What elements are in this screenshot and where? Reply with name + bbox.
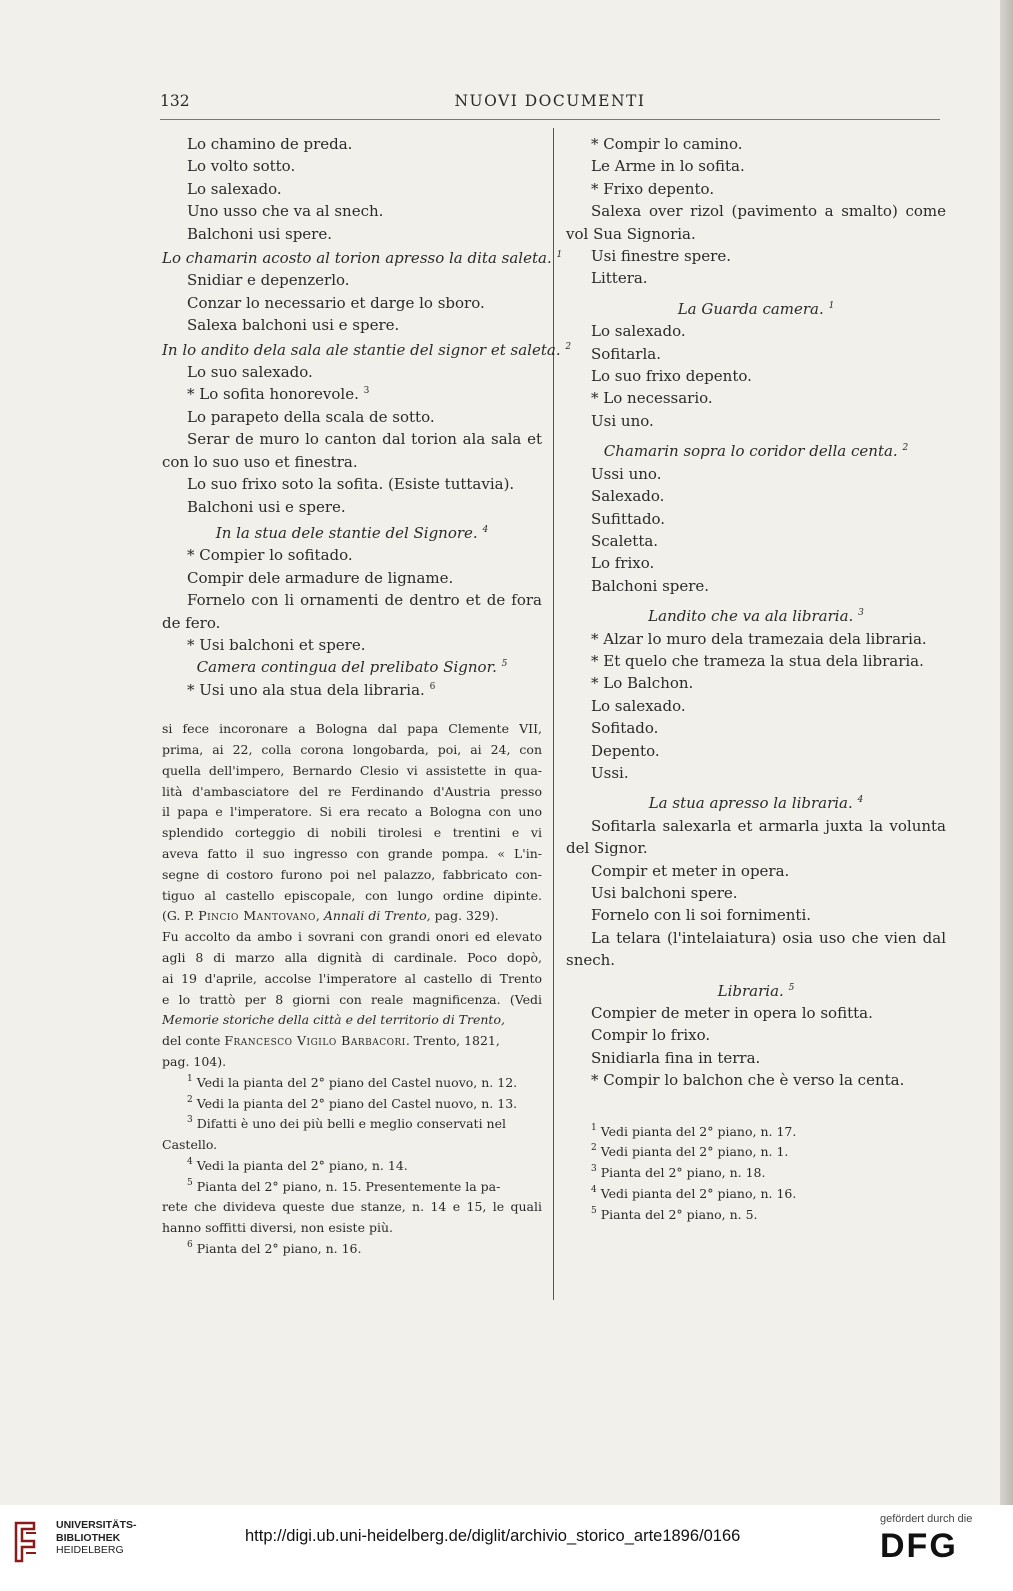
- text-line: Balchoni spere.: [591, 576, 710, 595]
- text-line: Ussi uno.: [591, 464, 662, 483]
- text-line: Sofitarla.: [591, 344, 661, 363]
- footnote-block: [566, 1122, 946, 1226]
- header-rule: [160, 119, 940, 120]
- text-line: Compier de meter in opera lo sofitta.: [591, 1004, 873, 1023]
- footnote-block: [162, 719, 542, 1260]
- footnote-line: aveva fatto il suo ingresso con grande pompa. « L'in-: [162, 845, 542, 861]
- text-line: Fornelo con li soi fornimenti.: [591, 906, 812, 925]
- university-logo-icon: [12, 1521, 38, 1563]
- text-line: * Compir lo camino.: [591, 135, 743, 153]
- text-line: Scaletta.: [591, 531, 659, 550]
- text-line: * Usi balchoni et spere.: [187, 635, 366, 654]
- section-heading: In lo andito dela sala ale stantie del signor et saleta. $^2$: [162, 340, 572, 359]
- source-url-link[interactable]: http://digi.ub.uni-heidelberg.de/diglit/archivio_storico_arte1896/0166: [245, 1527, 741, 1545]
- funding-notice: [880, 1513, 1005, 1566]
- text-line: Lo salexado.: [591, 322, 686, 341]
- footnote-line: lità d'ambasciatore del re Ferdinando d'Austria presso: [162, 783, 542, 799]
- text-line: Salexado.: [591, 487, 665, 506]
- text-line: con lo suo uso et finestra.: [162, 452, 358, 471]
- right-column: [566, 133, 946, 1226]
- footnote-line: hanno soffitti diversi, non esiste più.: [162, 1220, 393, 1236]
- text-line: Lo volto sotto.: [187, 157, 296, 176]
- text-line: Conzar lo necessario et darge lo sboro.: [187, 293, 485, 312]
- text-line: Salexa over rizol (pavimento a smalto) come: [591, 202, 946, 221]
- text-line: Snidiar e depenzerlo.: [187, 271, 350, 290]
- page-number: 132: [160, 92, 190, 110]
- footnote-line: Memorie storiche della città e del territorio di Trento,: [162, 1012, 505, 1028]
- footnote-line: del conte Francesco Vigilo Barbacori. Trento, 1821,: [162, 1033, 500, 1049]
- funding-text: gefördert durch die: [880, 1513, 973, 1525]
- text-line: Usi balchoni spere.: [591, 884, 738, 902]
- text-line: * Lo sofita honorevole. $^3$: [187, 385, 370, 404]
- left-column: [162, 133, 572, 1260]
- text-line: Uno usso che va al snech.: [187, 202, 384, 221]
- section-heading: Landito che va ala libraria. $^3$: [648, 607, 864, 626]
- section-heading: Libraria. $^5$: [717, 981, 795, 1000]
- footnote-line: rete che divideva queste due stanze, n. 14 e 15, le quali: [162, 1199, 542, 1215]
- footnote-line: splendido corteggio di nobili tirolesi e trentini e vi: [162, 825, 542, 841]
- footnote-line: Castello.: [162, 1137, 218, 1153]
- text-line: de fero.: [162, 613, 221, 632]
- text-line: Usi uno.: [591, 411, 654, 430]
- footnote-line: agli 8 di marzo alla dignità di cardinale. Poco dopò,: [162, 949, 542, 965]
- section-heading: La Guarda camera. $^1$: [677, 299, 835, 318]
- text-line: * Compir lo balchon che è verso la centa.: [591, 1071, 905, 1090]
- footnote-line: tiguo al castello episcopale, con lungo ordine dipinte.: [162, 887, 542, 903]
- digitization-footer: [0, 1505, 1013, 1591]
- section-heading: La stua apresso la libraria. $^4$: [648, 794, 864, 813]
- dfg-logo: DFG: [880, 1527, 958, 1565]
- footnote-line: (G. P. Pincio Mantovano, Annali di Trento, pag. 329).: [162, 908, 499, 924]
- library-line: BIBLIOTHEK: [56, 1531, 121, 1544]
- footnote-5: $^5$ Pianta del 2° piano, n. 5.: [591, 1205, 758, 1222]
- footnote-1: $^1$ Vedi la pianta del 2° piano del Castel nuovo, n. 12.: [187, 1073, 518, 1090]
- text-line: La telara (l'intelaiatura) osia uso che vien dal: [591, 928, 946, 947]
- footnote-line: e lo trattò per 8 giorni con reale magnificenza. (Vedi: [162, 991, 542, 1007]
- footnote-line: prima, ai 22, colla corona longobarda, poi, ai 24, con: [162, 741, 542, 757]
- text-line: Lo salexado.: [591, 696, 686, 715]
- text-line: Le Arme in lo sofita.: [591, 157, 745, 176]
- text-line: Snidiarla fina in terra.: [591, 1048, 761, 1067]
- column-divider: [553, 128, 554, 1300]
- footnote-1: $^1$ Vedi pianta del 2° piano, n. 17.: [591, 1122, 797, 1139]
- text-line: Lo frixo.: [591, 554, 655, 573]
- text-line: Usi finestre spere.: [591, 247, 731, 266]
- text-line: * Usi uno ala stua dela libraria. $^6$: [187, 680, 436, 699]
- text-line: * Frixo depento.: [591, 179, 715, 198]
- section-heading: Lo chamarin acosto al torion apresso la dita saleta. $^1$: [162, 249, 563, 268]
- text-line: Salexa balchoni usi e spere.: [187, 316, 400, 335]
- text-line: Ussi.: [591, 763, 629, 782]
- text-line: * Alzar lo muro dela tramezaia dela libraria.: [591, 629, 927, 648]
- text-line: Littera.: [591, 269, 648, 288]
- text-line: Lo suo salexado.: [187, 363, 313, 382]
- section-heading: Chamarin sopra lo coridor della centa. $^2$: [603, 442, 909, 461]
- footnote-line: il papa e l'imperatore. Si era recato a Bologna con uno: [162, 804, 542, 820]
- running-header: [160, 92, 940, 118]
- text-line: Lo chamino de preda.: [187, 135, 353, 153]
- text-line: Compir lo frixo.: [591, 1026, 711, 1045]
- text-line: Lo suo frixo soto la sofita. (Esiste tuttavia).: [187, 475, 515, 494]
- text-line: del Signor.: [566, 839, 648, 858]
- library-line: HEIDELBERG: [56, 1544, 124, 1556]
- footnote-4: $^4$ Vedi pianta del 2° piano, n. 16.: [591, 1185, 797, 1202]
- footnote-3: $^3$ Difatti è uno dei più belli e meglio conservati nel: [187, 1115, 507, 1132]
- text-line: * Lo Balchon.: [591, 674, 694, 693]
- footnote-2: $^2$ Vedi la pianta del 2° piano del Castel nuovo, n. 13.: [187, 1094, 518, 1111]
- library-name: [56, 1519, 137, 1557]
- text-line: Fornelo con li ornamenti de dentro et de fora: [187, 591, 542, 610]
- footnote-line: Fu accolto da ambo i sovrani con grandi onori ed elevato: [162, 929, 542, 945]
- text-line: Compir et meter in opera.: [591, 861, 790, 880]
- text-line: Sofitarla salexarla et armarla juxta la volunta: [591, 816, 946, 835]
- text-line: Lo salexado.: [187, 179, 282, 198]
- text-line: Depento.: [591, 741, 660, 760]
- text-line: Serar de muro lo canton dal torion ala sala et: [187, 430, 542, 449]
- footnote-line: si fece incoronare a Bologna dal papa Clemente VII,: [162, 721, 542, 737]
- text-line: Lo suo frixo depento.: [591, 367, 752, 386]
- text-line: vol Sua Signoria.: [566, 224, 696, 243]
- text-line: Lo parapeto della scala de sotto.: [187, 407, 435, 426]
- footnote-line: segne di costoro furono poi nel palazzo, fabbricato con-: [162, 866, 542, 882]
- footnote-2: $^2$ Vedi pianta del 2° piano, n. 1.: [591, 1143, 789, 1160]
- text-line: Compir dele armadure de ligname.: [187, 568, 454, 587]
- footnote-3: $^3$ Pianta del 2° piano, n. 18.: [591, 1164, 766, 1181]
- footnote-line: quella dell'impero, Bernardo Clesio vi assistette in qua-: [162, 762, 542, 778]
- section-heading: Camera contingua del prelibato Signor. $^5$: [196, 658, 508, 677]
- footnote-4: $^4$ Vedi la pianta del 2° piano, n. 14.: [187, 1156, 408, 1173]
- text-line: * Lo necessario.: [591, 389, 713, 408]
- footnote-6: $^6$ Pianta del 2° piano, n. 16.: [187, 1240, 362, 1257]
- text-line: Sufittado.: [591, 509, 666, 528]
- text-line: * Compier lo sofitado.: [187, 546, 353, 565]
- text-line: Balchoni usi spere.: [187, 224, 332, 243]
- library-line: UNIVERSITÄTS-: [56, 1519, 137, 1531]
- text-line: snech.: [566, 951, 616, 970]
- text-line: * Et quelo che trameza la stua dela libraria.: [591, 651, 924, 670]
- page-edge: [1000, 0, 1013, 1505]
- footnote-line: pag. 104).: [162, 1053, 227, 1069]
- running-title: NUOVI DOCUMENTI: [454, 92, 646, 110]
- footnote-5: $^5$ Pianta del 2° piano, n. 15. Presentemente la pa-: [187, 1177, 501, 1194]
- text-line: Balchoni usi e spere.: [187, 497, 346, 516]
- footnote-line: ai 19 d'aprile, accolse l'imperatore al castello di Trento: [162, 970, 542, 986]
- text-line: Sofitado.: [591, 719, 659, 738]
- section-heading: In la stua dele stantie del Signore. $^4$: [215, 523, 489, 542]
